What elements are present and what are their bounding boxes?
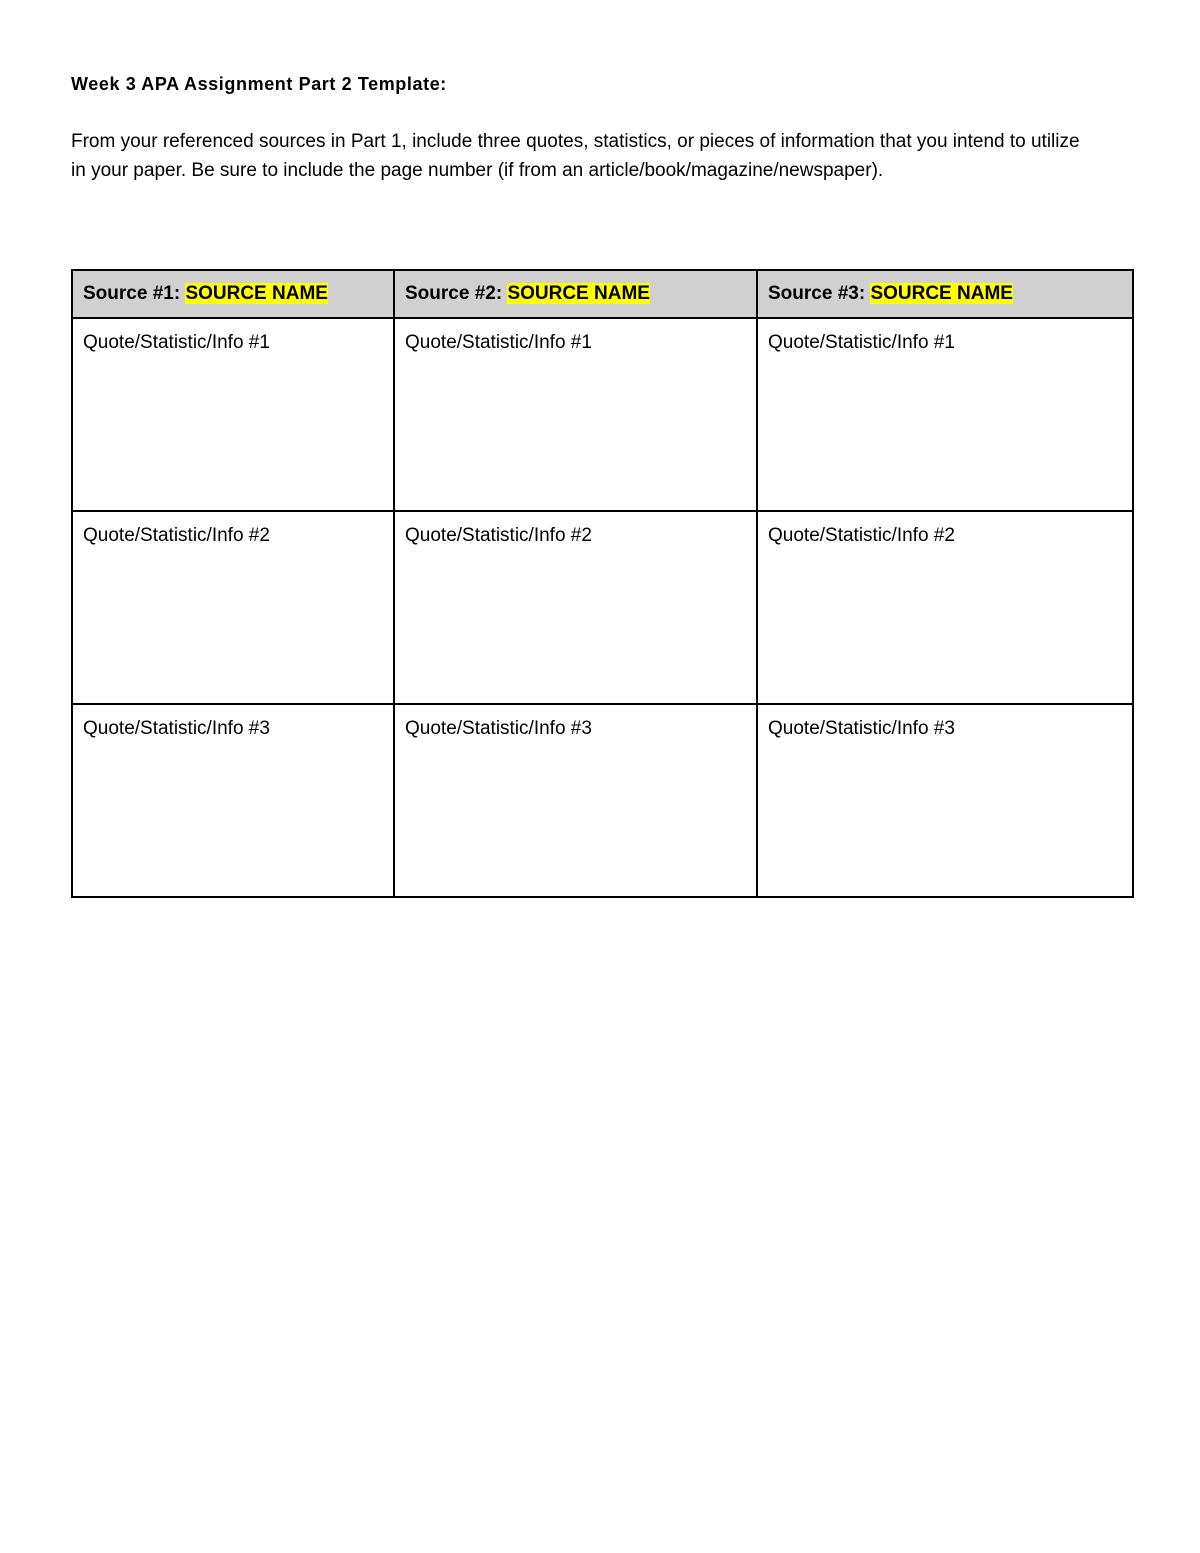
source-2-label: Source #2: (405, 283, 508, 304)
source-2-info-1-cell[interactable]: Quote/Statistic/Info #1 (394, 318, 757, 511)
source-2-name-placeholder[interactable]: SOURCE NAME (507, 283, 650, 304)
source-3-info-2-cell[interactable]: Quote/Statistic/Info #2 (757, 511, 1133, 704)
source-1-header (72, 270, 394, 318)
source-3-info-1-cell[interactable]: Quote/Statistic/Info #1 (757, 318, 1133, 511)
document-title: Week 3 APA Assignment Part 2 Template: (71, 74, 447, 94)
table-row (72, 511, 1133, 704)
source-3-name-placeholder[interactable]: SOURCE NAME (870, 283, 1013, 304)
source-2-info-3-cell[interactable]: Quote/Statistic/Info #3 (394, 704, 757, 897)
source-1-info-1-cell[interactable]: Quote/Statistic/Info #1 (72, 318, 394, 511)
source-3-label: Source #3: (768, 283, 871, 304)
source-2-header (394, 270, 757, 318)
source-1-info-2-cell[interactable]: Quote/Statistic/Info #2 (72, 511, 394, 704)
source-2-info-2-cell[interactable]: Quote/Statistic/Info #2 (394, 511, 757, 704)
table-header-row (72, 270, 1133, 318)
source-1-label: Source #1: (83, 283, 186, 304)
source-1-name-placeholder[interactable]: SOURCE NAME (185, 283, 328, 304)
sources-table (71, 269, 1134, 898)
source-3-header (757, 270, 1133, 318)
table-row (72, 704, 1133, 897)
table-row (72, 318, 1133, 511)
instructions-paragraph: From your referenced sources in Part 1, include three quotes, statistics, or pieces of information that you intend to utilize in your paper. Be sure to include the page number (if from an article/book/magazine/newspaper). (71, 131, 1080, 181)
source-3-info-3-cell[interactable]: Quote/Statistic/Info #3 (757, 704, 1133, 897)
source-1-info-3-cell[interactable]: Quote/Statistic/Info #3 (72, 704, 394, 897)
